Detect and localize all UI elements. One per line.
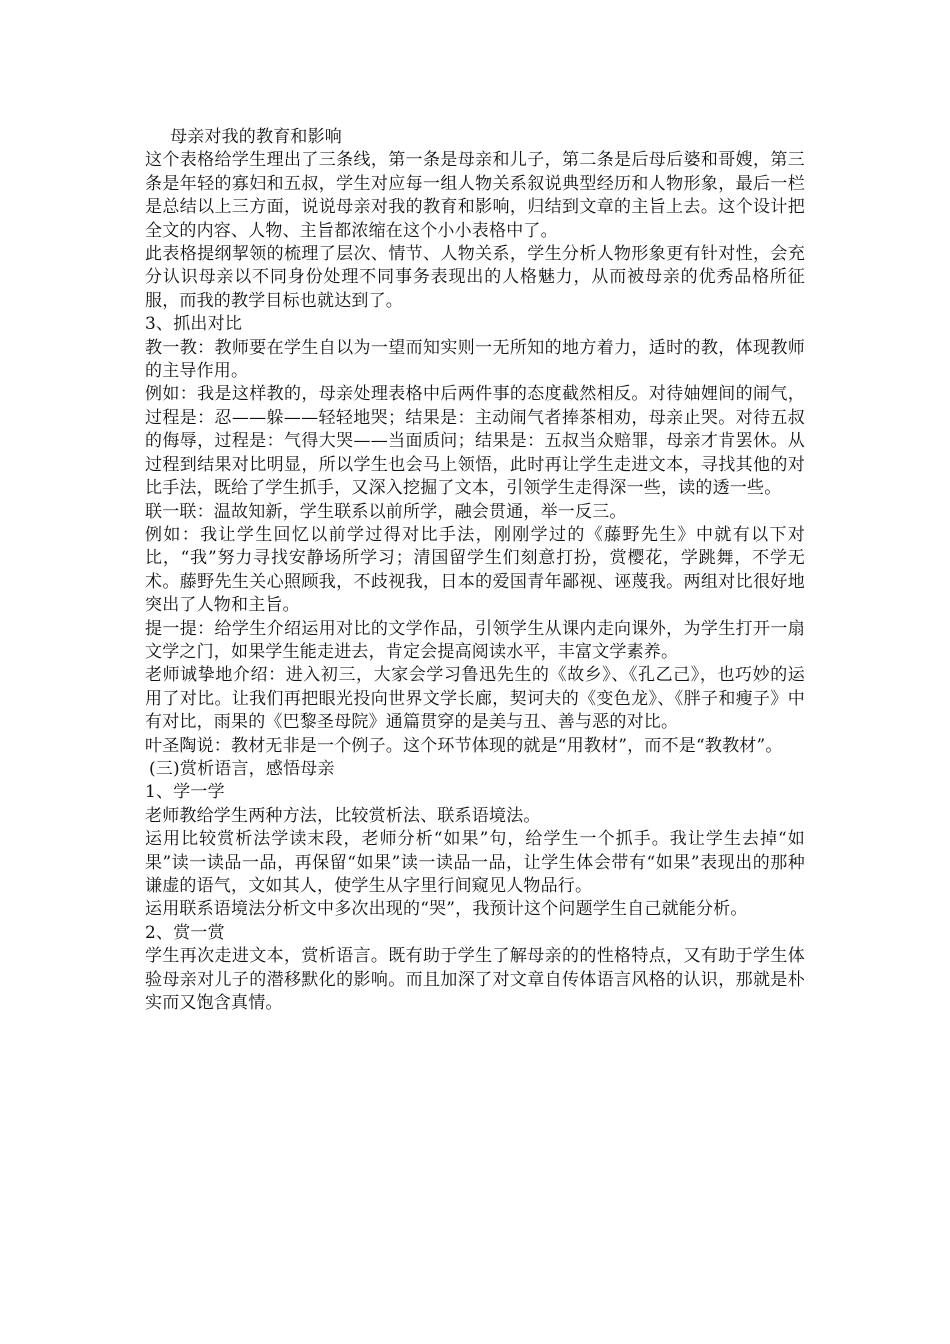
paragraph: 学生再次走进文本，赏析语言。既有助于学生了解母亲的的性格特点，又有助于学生体验母亲对儿子的潜移默化的影响。而且加深了对文章自传体语言风格的认识，那就是朴实而又饱含真情。 [145, 946, 805, 1014]
section-heading: 3、抓出对比 [145, 314, 243, 335]
section-heading: 母亲对我的教育和影响 [170, 127, 342, 147]
paragraph: 提一提：给学生介绍运用对比的文学作品，引领学生从课内走向课外，为学生打开一扇文学之门，如果学生能走进去，肯定会提高阅读水平，丰富文学素养。 [145, 618, 805, 662]
paragraph: 这个表格给学生理出了三条线，第一条是母亲和儿子，第二条是后母后婆和哥嫂，第三条是年轻的寡妇和五叔，学生对应每一组人物关系叙说典型经历和人物形象，最后一栏是总结以上三方面，说说母亲对我的教育和影响，归结到文章的主旨上去。这个设计把全文的内容、人物、主旨都浓缩在这个小小表格中了。 [145, 150, 805, 241]
paragraph: 运用联系语境法分析文中多次出现的“哭”，我预计这个问题学生自己就能分析。 [145, 899, 748, 920]
paragraph: 联一联：温故知新，学生联系以前所学，融会贯通，举一反三。 [145, 501, 627, 522]
paragraph: 叶圣陶说：教材无非是一个例子。这个环节体现的就是“用教材”，而不是“教教材”。 [145, 735, 783, 756]
section-heading: (三)赏析语言，感悟母亲 [149, 758, 335, 779]
document-body [145, 126, 805, 1015]
section-heading: 2、赏一赏 [145, 922, 225, 943]
section-heading: 1、学一学 [145, 782, 225, 803]
paragraph: 例如：我是这样教的，母亲处理表格中后两件事的态度截然相反。对待妯娌间的闹气，过程是：忍——躲——轻轻地哭；结果是：主动闹气者捧茶相劝，母亲止哭。对待五叔的侮辱，过程是：气得大哭——当面质问；结果是：五叔当众赔罪，母亲才肯罢休。从过程到结果对比明显，所以学生也会马上领悟，此时再让学生走进文本，寻找其他的对比手法，既给了学生抓手，又深入挖掘了文本，引领学生走得深一些，读的透一些。 [145, 384, 805, 499]
paragraph: 运用比较赏析法学读末段，老师分析“如果”句，给学生一个抓手。我让学生去掉“如果”读一读品一品，再保留“如果”读一读品一品，让学生体会带有“如果”表现出的那种谦虚的语气，文如其人，使学生从字里行间窥见人物品行。 [145, 829, 805, 896]
paragraph: 老师教给学生两种方法，比较赏析法、联系语境法。 [145, 805, 541, 826]
paragraph: 此表格提纲挈领的梳理了层次、情节、人物关系，学生分析人物形象更有针对性，会充分认识母亲以不同身份处理不同事务表现出的人格魅力，从而被母亲的优秀品格所征服，而我的教学目标也就达到了。 [145, 244, 805, 311]
paragraph: 老师诚挚地介绍：进入初三，大家会学习鲁迅先生的《故乡》、《孔乙己》，也巧妙的运用了对比。让我们再把眼光投向世界文学长廊，契诃夫的《变色龙》、《胖子和瘦子》中有对比，雨果的《巴黎圣母院》通篇贯穿的是美与丑、善与恶的对比。 [145, 665, 805, 733]
paragraph: 教一教：教师要在学生自以为一望而知实则一无所知的地方着力，适时的教，体现教师的主导作用。 [145, 337, 805, 382]
paragraph: 例如：我让学生回忆以前学过得对比手法，刚刚学过的《藤野先生》中就有以下对比，“我”努力寻找安静场所学习；清国留学生们刻意打扮，赏樱花，学跳舞，不学无术。藤野先生关心照顾我，不歧视我，日本的爱国青年鄙视、诬蔑我。两组对比很好地突出了人物和主旨。 [145, 524, 805, 616]
